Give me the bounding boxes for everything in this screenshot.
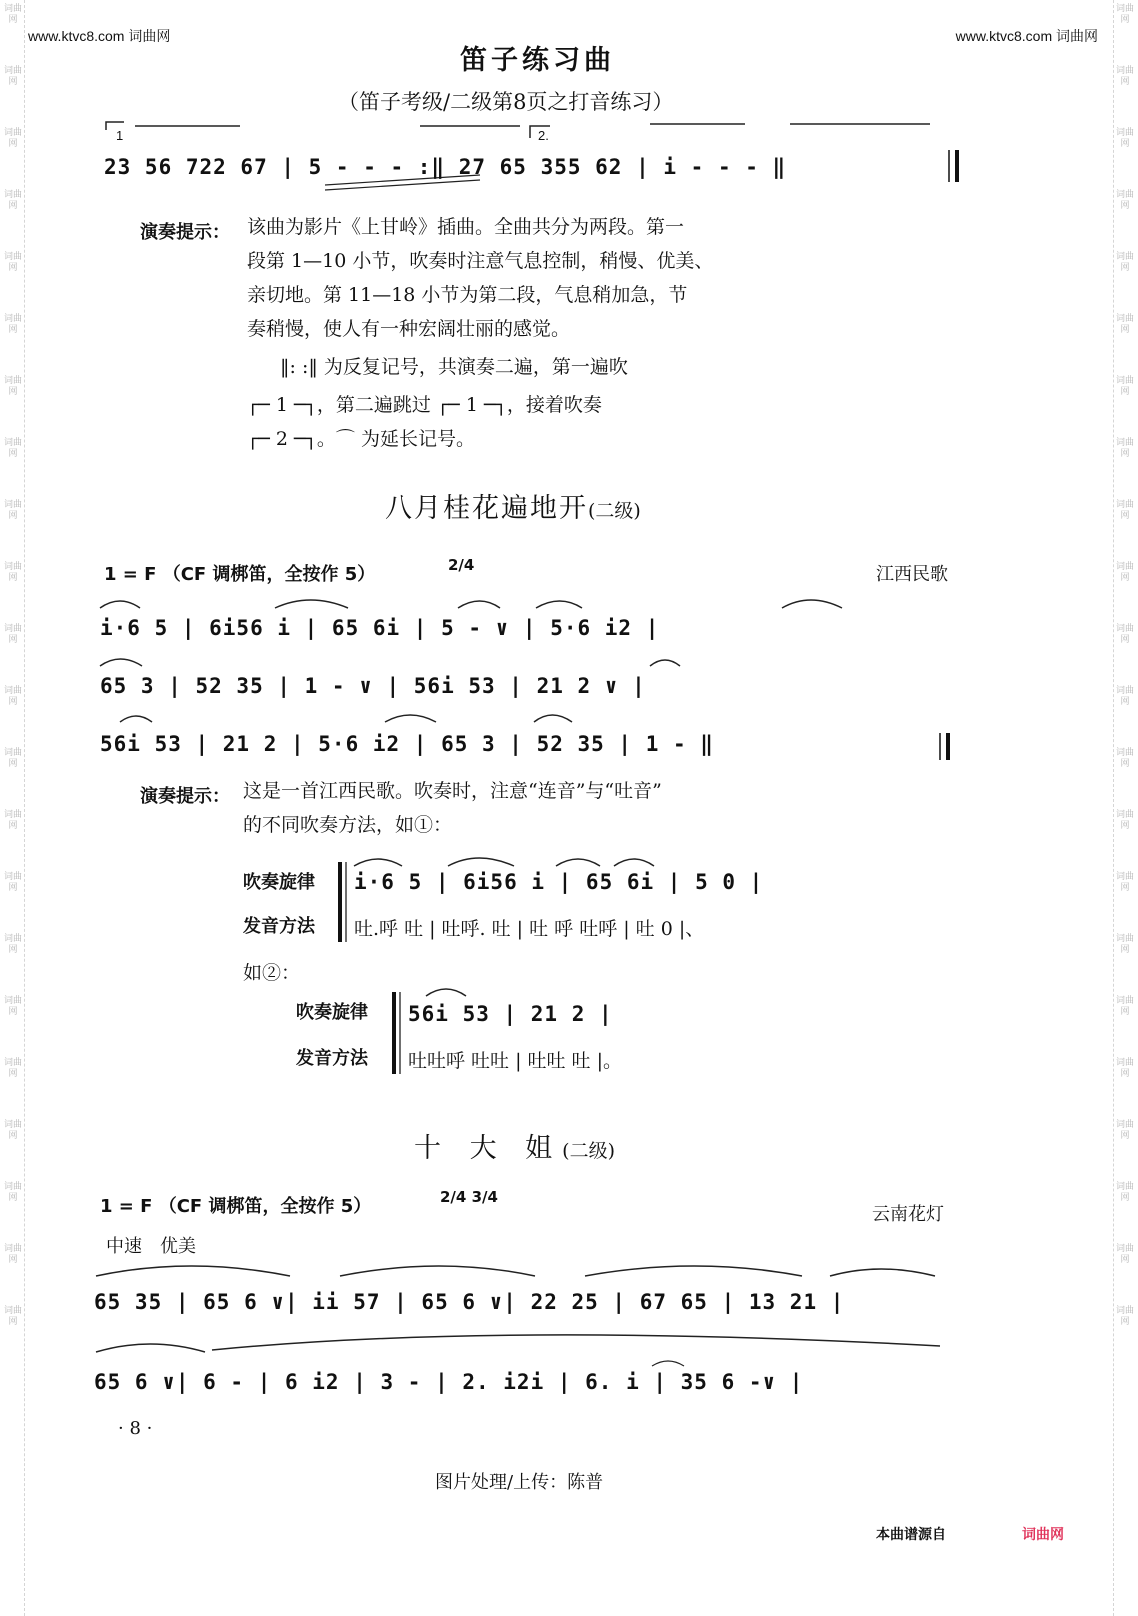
volta-1-label: 1 [116, 128, 124, 143]
upload-credit: 图片处理/上传：陈普 [435, 1472, 604, 1493]
ex2-melody-label: 吹奏旋律 [296, 1002, 368, 1023]
song2-row-2: 65 6 ∨| 6 - | 6 i2 | 3 - | 2. i2i | 6. i | 35 6 -∨ | [94, 1370, 804, 1394]
source-label: 本曲谱源自 [876, 1527, 946, 1543]
ex2-method-label: 发音方法 [296, 1048, 368, 1069]
hint-line-3: 亲切地。第 11—18 小节为第二段，气息稍加急，节 [247, 284, 688, 306]
ex1-method-label: 发音方法 [243, 916, 315, 937]
ex1-melody: i·6 5 | 6i56 i | 65 6i | 5 0 | [354, 870, 764, 894]
source-brand-link[interactable]: 词曲网 [1022, 1527, 1064, 1543]
song2-title: 十 大 姐(二级) [414, 1133, 615, 1164]
song1-key: 1 = F （CF 调梆笛，全按作 5） [104, 564, 376, 585]
song1-hint-line-2: 的不同吹奏方法，如①： [243, 814, 453, 836]
song2-tempo: 中速 优美 [106, 1236, 196, 1257]
left-watermark-strip: 词曲网 词曲网 词曲网 词曲网 词曲网 词曲网 词曲网 词曲网 词曲网 词曲网 词曲网 词曲网 词曲网 词曲网 词曲网 词曲网 词曲网 词曲网 词曲网 词曲网 词曲网 词曲网 [2, 0, 25, 1616]
song2-time-signature: 2/4 3/4 [440, 1188, 498, 1206]
ex1-melody-label: 吹奏旋律 [243, 872, 315, 893]
exercise-staff: 23 56 722 67 | 5 - - - :‖ 27 65 355 62 | i - - - ‖ [104, 155, 787, 179]
song1-row-3: 56i 53 | 21 2 | 5·6 i2 | 65 3 | 52 35 | 1 - ‖ [100, 732, 714, 756]
right-watermark-strip: 词曲网 词曲网 词曲网 词曲网 词曲网 词曲网 词曲网 词曲网 词曲网 词曲网 词曲网 词曲网 词曲网 词曲网 词曲网 词曲网 词曲网 词曲网 词曲网 词曲网 词曲网 词曲网 [1113, 0, 1136, 1616]
ex2-melody: 56i 53 | 21 2 | [408, 1002, 613, 1026]
repeat-explanation: ‖: :‖ 为反复记号，共演奏二遍，第一遍吹 [280, 356, 628, 378]
hint-label-1: 演奏提示： [140, 222, 230, 243]
hint-line-1: 该曲为影片《上甘岭》插曲。全曲共分为两段。第一 [247, 216, 685, 238]
top-right-watermark: www.ktvc8.com 词曲网 [955, 28, 1098, 44]
song2-row-1: 65 35 | 65 6 ∨| ii 57 | 65 6 ∨| 22 25 | 67 65 | 13 21 | [94, 1290, 845, 1314]
fermata-explanation: ┌─ 2 ─┐。⌒ 为延长记号。 [247, 428, 475, 450]
page-subtitle: （笛子考级/二级第8页之打音练习） [338, 90, 674, 114]
hint-line-2: 段第 1—10 小节，吹奏时注意气息控制，稍慢、优美、 [247, 250, 714, 272]
volta-2-label: 2. [538, 128, 549, 143]
ex2-method: 吐吐呼 吐吐 | 吐吐 吐 |。 [408, 1050, 623, 1072]
volta-explanation: ┌─ 1 ─┐，第二遍跳过 ┌─ 1 ─┐，接着吹奏 [247, 394, 602, 416]
song2-key: 1 = F （CF 调梆笛，全按作 5） [100, 1196, 372, 1217]
song1-origin: 江西民歌 [876, 564, 948, 584]
song1-time-signature: 2/4 [448, 556, 475, 574]
page-number: · 8 · [118, 1418, 153, 1439]
song2-origin: 云南花灯 [872, 1204, 944, 1224]
ex1-method: 吐.呼 吐 | 吐呼. 吐 | 吐 呼 吐呼 | 吐 0 |、 [354, 918, 705, 940]
hint-line-4: 奏稍慢，使人有一种宏阔壮丽的感觉。 [247, 318, 571, 340]
song1-row-1: i·6 5 | 6i56 i | 65 6i | 5 - ∨ | 5·6 i2 | [100, 616, 660, 640]
hint-label-2: 演奏提示： [140, 786, 230, 807]
page-title: 笛子练习曲 [460, 45, 615, 76]
ex2-intro: 如②： [243, 962, 301, 984]
song1-row-2: 65 3 | 52 35 | 1 - ∨ | 56i 53 | 21 2 ∨ | [100, 674, 646, 698]
song1-title: 八月桂花遍地开(二级) [385, 493, 641, 524]
top-left-watermark: www.ktvc8.com 词曲网 [28, 28, 171, 44]
song1-hint-line-1: 这是一首江西民歌。吹奏时，注意“连音”与“吐音” [243, 780, 662, 802]
